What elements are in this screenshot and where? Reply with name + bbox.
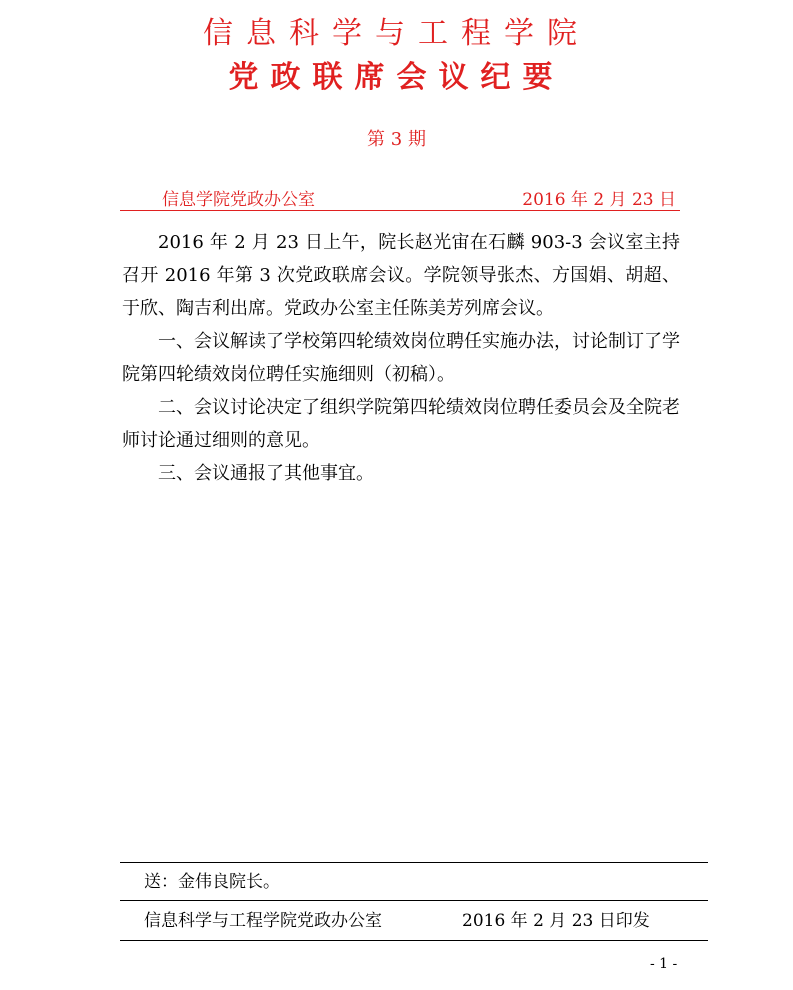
minutes-body — [122, 226, 680, 490]
issuer-line — [120, 188, 680, 212]
paragraph-item-2: 二、会议讨论决定了组织学院第四轮绩效岗位聘任委员会及全院老师讨论通过细则的意见。 — [122, 397, 680, 451]
printed-by: 信息科学与工程学院党政办公室 — [144, 911, 382, 931]
paragraph-item-1: 一、会议解读了学校第四轮绩效岗位聘任实施办法，讨论制订了学院第四轮绩效岗位聘任实施细则（初稿）。 — [122, 331, 680, 385]
issuer: 信息学院党政办公室 — [162, 190, 315, 210]
footer-divider-bottom — [120, 940, 708, 941]
paragraph-item-3: 三、会议通报了其他事宜。 — [158, 463, 374, 484]
red-divider — [120, 210, 680, 211]
footer-divider-middle — [120, 900, 708, 901]
footer-divider-top — [120, 862, 708, 863]
document-title: 党政联席会议纪要 — [228, 60, 565, 95]
issue-date: 2016 年 2 月 23 日 — [522, 190, 676, 210]
cc-recipients: 送：金伟良院长。 — [144, 872, 280, 892]
printed-date: 2016 年 2 月 23 日印发 — [462, 911, 650, 931]
issue-number: 第 3 期 — [367, 129, 426, 150]
page-number: - 1 - — [650, 956, 678, 972]
paragraph-intro: 2016 年 2 月 23 日上午，院长赵光宙在石麟 903-3 会议室主持召开 2016 年第 3 次党政联席会议。学院领导张杰、方国娟、胡超、于欣、陶吉利出席。党政办公室主任陈美芳列席会议。 — [122, 232, 680, 319]
org-title: 信息科学与工程学院 — [203, 16, 590, 51]
